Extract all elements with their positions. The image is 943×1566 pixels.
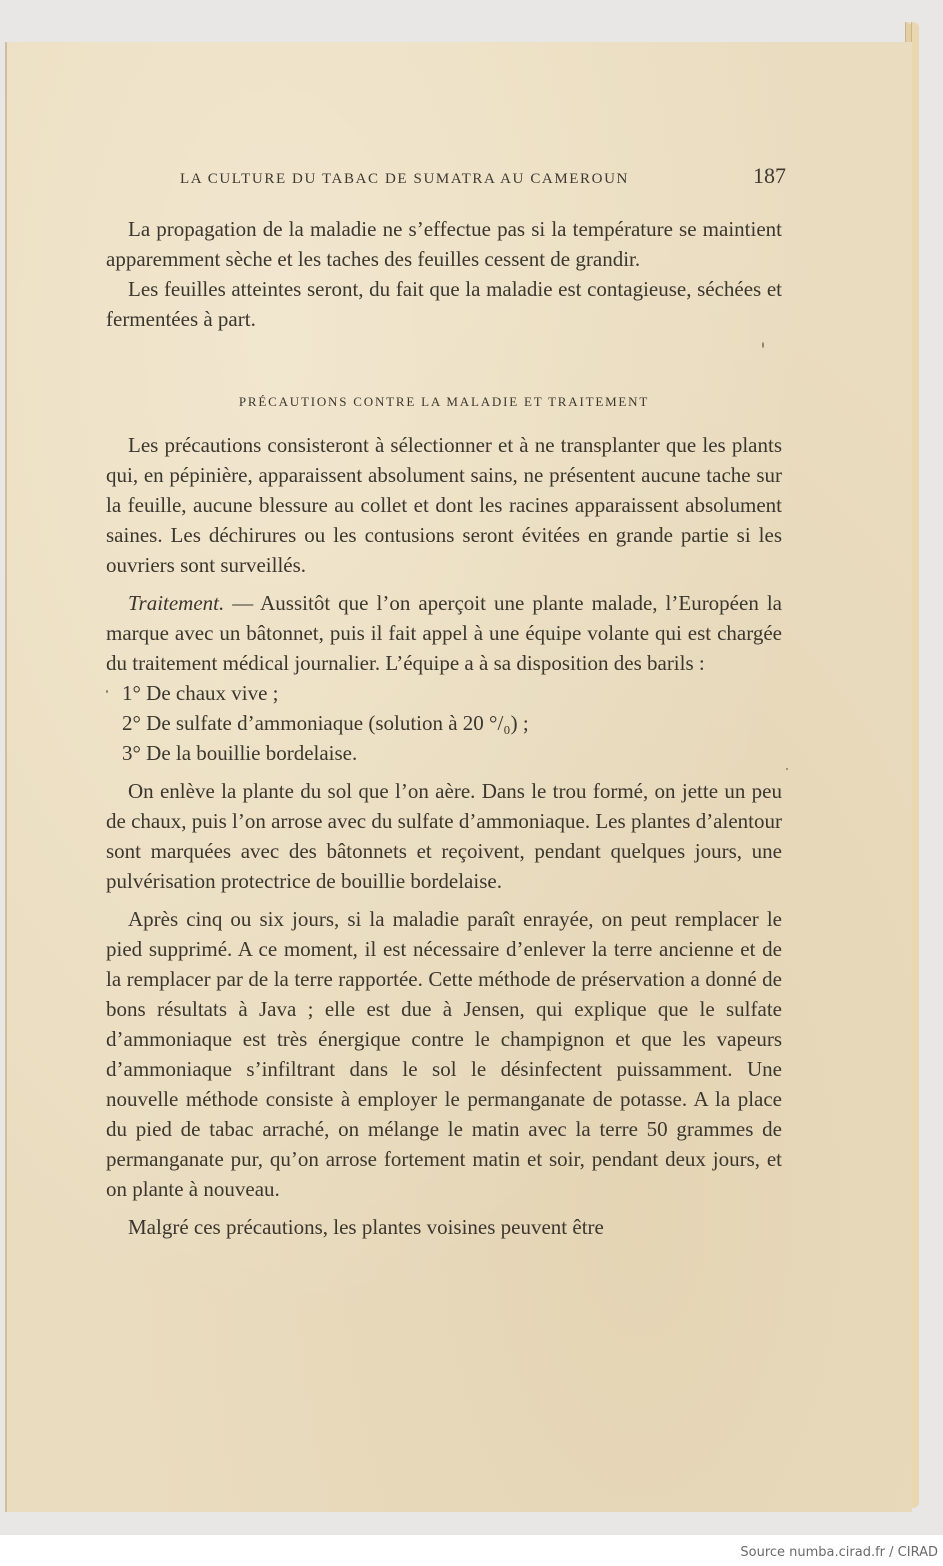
paragraph: Les précautions consisteront à sélectionner et à ne transplanter que les plants qui, en pépinière, apparaissent absolument sains, ne présentent aucune tache sur la feuille, aucune blessure au collet et dont les racines apparaissent absolument saines. Les déchirures ou les contusions seront évitées en grande partie si les ouvriers sont surveillés.	[106, 433, 782, 577]
paragraph: Les feuilles atteintes seront, du fait que la maladie est contagieuse, séchées et fermentées à part.	[106, 277, 782, 331]
list-item: 3° De la bouillie bordelaise.	[122, 741, 358, 765]
paper-speck	[106, 690, 108, 693]
list-item: 2° De sulfate d’ammoniaque (solution à 20 °/₀) ;	[122, 711, 529, 735]
paper-speck	[786, 768, 788, 770]
paper-speck	[762, 342, 764, 348]
list-item: 1° De chaux vive ;	[122, 681, 279, 705]
section-heading: PRÉCAUTIONS CONTRE LA MALADIE ET TRAITEMENT	[238, 394, 650, 409]
paragraph: La propagation de la maladie ne s’effectue pas si la température se maintient apparemment sèche et les taches des feuilles cessent de grandir.	[106, 217, 782, 271]
traitement-text: — Aussitôt que l’on aperçoit une plante malade, l’Européen la marque avec un bâtonnet, puis il fait appel à une équipe volante qui est chargée du traitement médical journalier. L’équipe a à sa disposition des barils :	[106, 591, 782, 675]
running-header	[180, 163, 786, 189]
page-edge	[911, 22, 919, 1508]
paragraph: Malgré ces précautions, les plantes voisines peuvent être	[128, 1215, 604, 1239]
paragraph: Après cinq ou six jours, si la maladie paraît enrayée, on peut remplacer le pied supprimé. A ce moment, il est nécessaire d’enlever la terre ancienne et de la remplacer par de la terre rapportée. Cette méthode de préservation a donné de bons résultats à Java ; elle est due à Jensen, qui explique que le sulfate d’ammoniaque est très énergique contre le champignon et que les vapeurs d’ammoniaque s’infiltrant dans le sol le désinfectent puissamment. Une nouvelle méthode consiste à employer le permanganate de potasse. A la place du pied de tabac arraché, on mélange le matin avec la terre 50 grammes de permanganate pur, qu’on arrose fortement matin et soir, pendant deux jours, et on plante à nouveau.	[106, 907, 782, 1201]
running-title: LA CULTURE DU TABAC DE SUMATRA AU CAMEROUN	[180, 171, 629, 187]
source-caption: Source numba.cirad.fr / CIRAD	[740, 1545, 938, 1560]
page-number: 187	[753, 163, 786, 188]
paragraph-traitement	[106, 588, 782, 678]
paragraph: On enlève la plante du sol que l’on aère. Dans le trou formé, on jette un peu de chaux, puis l’on arrose avec du sulfate d’ammoniaque. Les plantes d’alentour sont marquées avec des bâtonnets et reçoivent, pendant quelques jours, une pulvérisation protectrice de bouillie bordelaise.	[106, 779, 782, 893]
precautions-text	[106, 430, 782, 1242]
run-in-heading: Traitement.	[128, 591, 225, 615]
intro-text	[106, 214, 782, 334]
